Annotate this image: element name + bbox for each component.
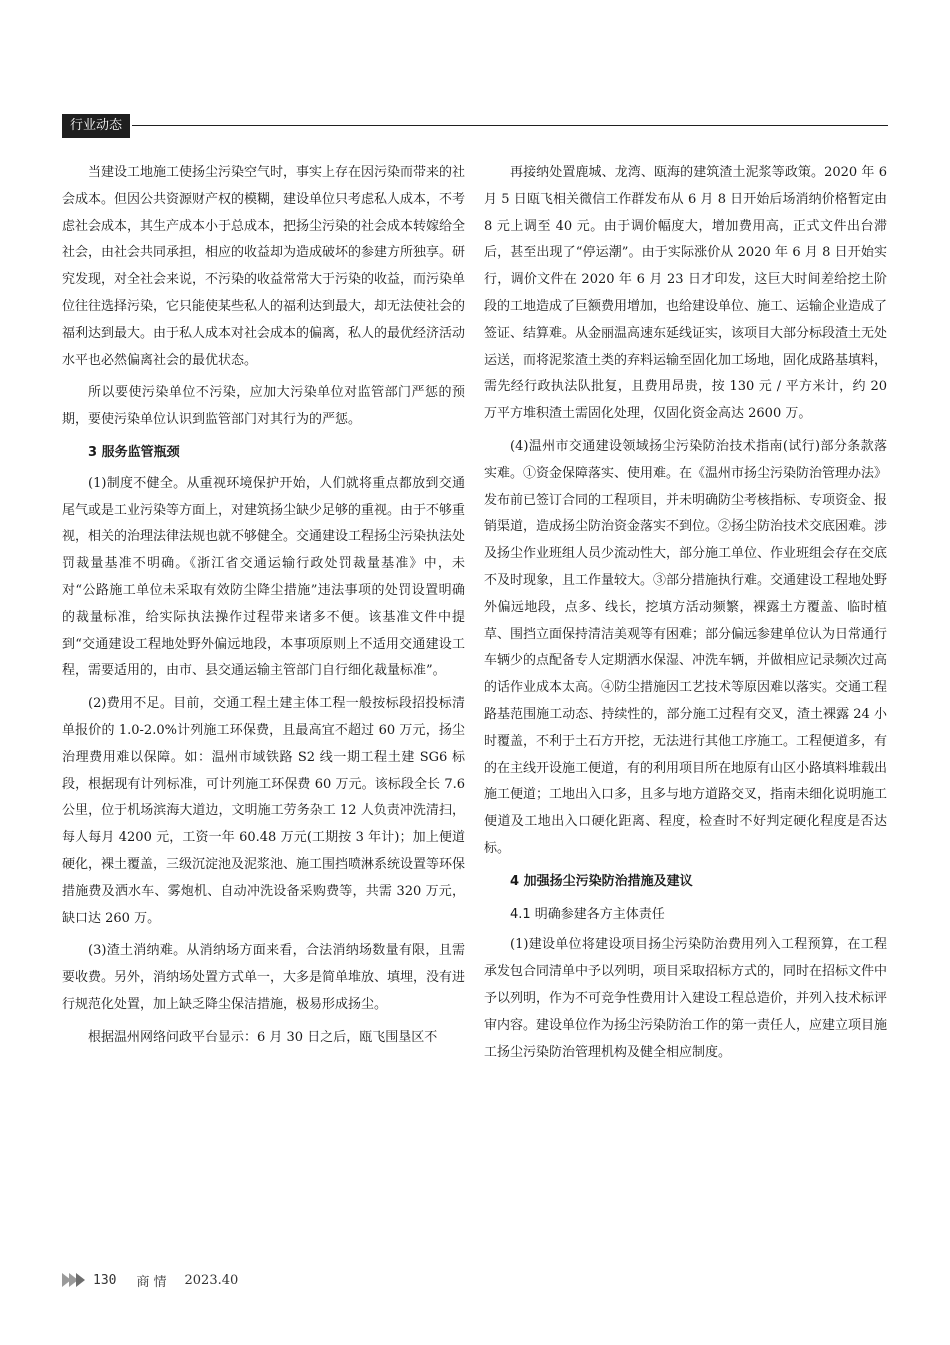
paragraph: 所以要使污染单位不污染，应加大污染单位对监管部门严惩的预期，要使污染单位认识到监管部门对其行为的严惩。 (62, 385, 465, 428)
left-column (62, 160, 465, 1052)
paragraph: (4)温州市交通建设领域扬尘污染防治技术指南(试行)部分条款落实难。①资金保障落实、使用难。在《温州市扬尘污染防治管理办法》发布前已签订合同的工程项目，并未明确防尘考核指标、专项资金、报销渠道，造成扬尘防治资金落实不到位。②扬尘防治技术交底困难。涉及扬尘作业班组人员少流动性大，部分施工单位、作业班组会存在交底不及时现象，且工作量较大。③部分措施执行难。交通建设工程地处野外偏远地段，点多、线长，挖填方活动频繁，裸露土方覆盖、临时植草、围挡立面保持清洁美观等有困难；部分偏远参建单位认为日常通行车辆少的点配备专人定期洒水保湿、冲洗车辆，并做相应记录频次过高的话作业成本太高。④防尘措施因工艺技术等原因难以落实。交通工程路基范围施工动态、持续性的，部分施工过程有交叉，渣土裸露 24 小时覆盖，不利于土石方开挖，无法进行其他工序施工。工程便道多，有的在主线开设施工便道，有的利用项目所在地原有山区小路填料堆载出施工便道；工地出入口多，且多与地方道路交叉，指南未细化说明施工便道及工地出入口硬化距离、程度，检查时不好判定硬化程度是否达标。 (484, 438, 888, 856)
page-number: 130 (93, 1272, 117, 1288)
paragraph: (2)费用不足。目前，交通工程土建主体工程一般按标段招投标清单报价的 1.0-2.0%计列施工环保费，且最高宜不超过 60 万元，扬尘治理费用难以保障。如：温州市域铁路 S2 线一期工程土建 SG6 标段，根据现有计列标准，可计列施工环保费 60 万元。该标段全长 7.6 公里，位于机场滨海大道边，文明施工劳务杂工 12 人负责冲洗清扫，每人每月 4200 元，工资一年 60.48 万元(工期按 3 年计)；加上便道硬化，裸土覆盖，三级沉淀池及泥浆池、施工围挡喷淋系统设置等环保措施费及洒水车、雾炮机、自动冲洗设备采购费等，共需 320 万元，缺口达 260 万。 (62, 696, 466, 926)
paragraph: 当建设工地施工使扬尘污染空气时，事实上存在因污染而带来的社会成本。但因公共资源财产权的模糊，建设单位只考虑私人成本，不考虑社会成本，其生产成本小于总成本，把扬尘污染的社会成本转嫁给全社会，由社会共同承担，相应的收益却为造成破坏的参建方所独享。研究发现，对全社会来说，不污染的收益常常大于污染的收益，而污染单位往往选择污染，它只能使某些私人的福利达到最大，却无法使社会的福利达到最大。由于私人成本对社会成本的偏离，私人的最优经济活动水平也必然偏离社会的最优状态。 (62, 165, 466, 368)
paragraph: (3)渣土消纳难。从消纳场方面来看，合法消纳场数量有限，且需要收费。另外，消纳场处置方式单一，大多是简单堆放、填埋，没有进行规范化处置，加上缺乏降尘保洁措施，极易形成扬尘。 (62, 943, 466, 1012)
page-footer (62, 1268, 238, 1292)
arrow-icon (62, 1273, 83, 1287)
header-rule (132, 125, 888, 126)
journal-name: 商情 (136, 1274, 171, 1290)
issue-number: 2023.40 (184, 1272, 239, 1288)
running-header (62, 114, 888, 138)
section-heading: 4 加强扬尘污染防治措施及建议 (510, 873, 693, 889)
paragraph: (1)建设单位将建设项目扬尘污染防治费用列入工程预算，在工程承发包合同清单中予以列明，项目采取招标方式的，同时在招标文件中予以列明，作为不可竞争性费用计入建设工程总造价，并列入技术标评审内容。建设单位作为扬尘污染防治工作的第一责任人，应建立项目施工扬尘污染防治管理机构及健全相应制度。 (484, 937, 888, 1060)
subsection-heading: 4.1 明确参建各方主体责任 (510, 906, 665, 922)
section-heading: 3 服务监管瓶颈 (88, 444, 180, 460)
paragraph: (1)制度不健全。从重视环境保护开始，人们就将重点都放到交通尾气或是工业污染等方面上，对建筑扬尘缺少足够的重视。由于不够重视，相关的治理法律法规也就不够健全。交通建设工程扬尘污染执法处罚裁量基准不明确。《浙江省交通运输行政处罚裁量基准》中，未对“公路施工单位未采取有效防尘降尘措施”违法事项的处罚设置明确的裁量标准，给实际执法操作过程带来诸多不便。该基准文件中提到“交通建设工程地处野外偏远地段，本事项原则上不适用交通建设工程，需要适用的，由市、县交通运输主管部门自行细化裁量标准”。 (62, 475, 466, 679)
paragraph: 根据温州网络问政平台显示：6 月 30 日之后，瓯飞围垦区不 (88, 1029, 438, 1045)
section-tag: 行业动态 (62, 114, 130, 138)
paragraph: 再接纳处置鹿城、龙湾、瓯海的建筑渣土泥浆等政策。2020 年 6 月 5 日瓯飞相关微信工作群发布从 6 月 8 日开始后场消纳价格暂定由 8 元上调至 40 元。由于调价幅度大，增加费用高，正式文件出台滞后，甚至出现了“停运潮”。由于实际涨价从 2020 年 6 月 8 日开始实行，调价文件在 2020 年 6 月 23 日才印发，这巨大时间差给挖土阶段的工地造成了巨额费用增加，也给建设单位、施工、运输企业造成了签证、结算难。从金丽温高速东延线证实，该项目大部分标段渣土无处运送，而将泥浆渣土类的弃料运输至固化加工场地，固化成路基填料，需先经行政执法队批复，且费用昂贵，按 130 元 / 平方米计，约 20 万平方堆积渣土需固化处理，仅固化资金高达 2600 万。 (484, 165, 888, 422)
right-column (484, 160, 887, 1066)
